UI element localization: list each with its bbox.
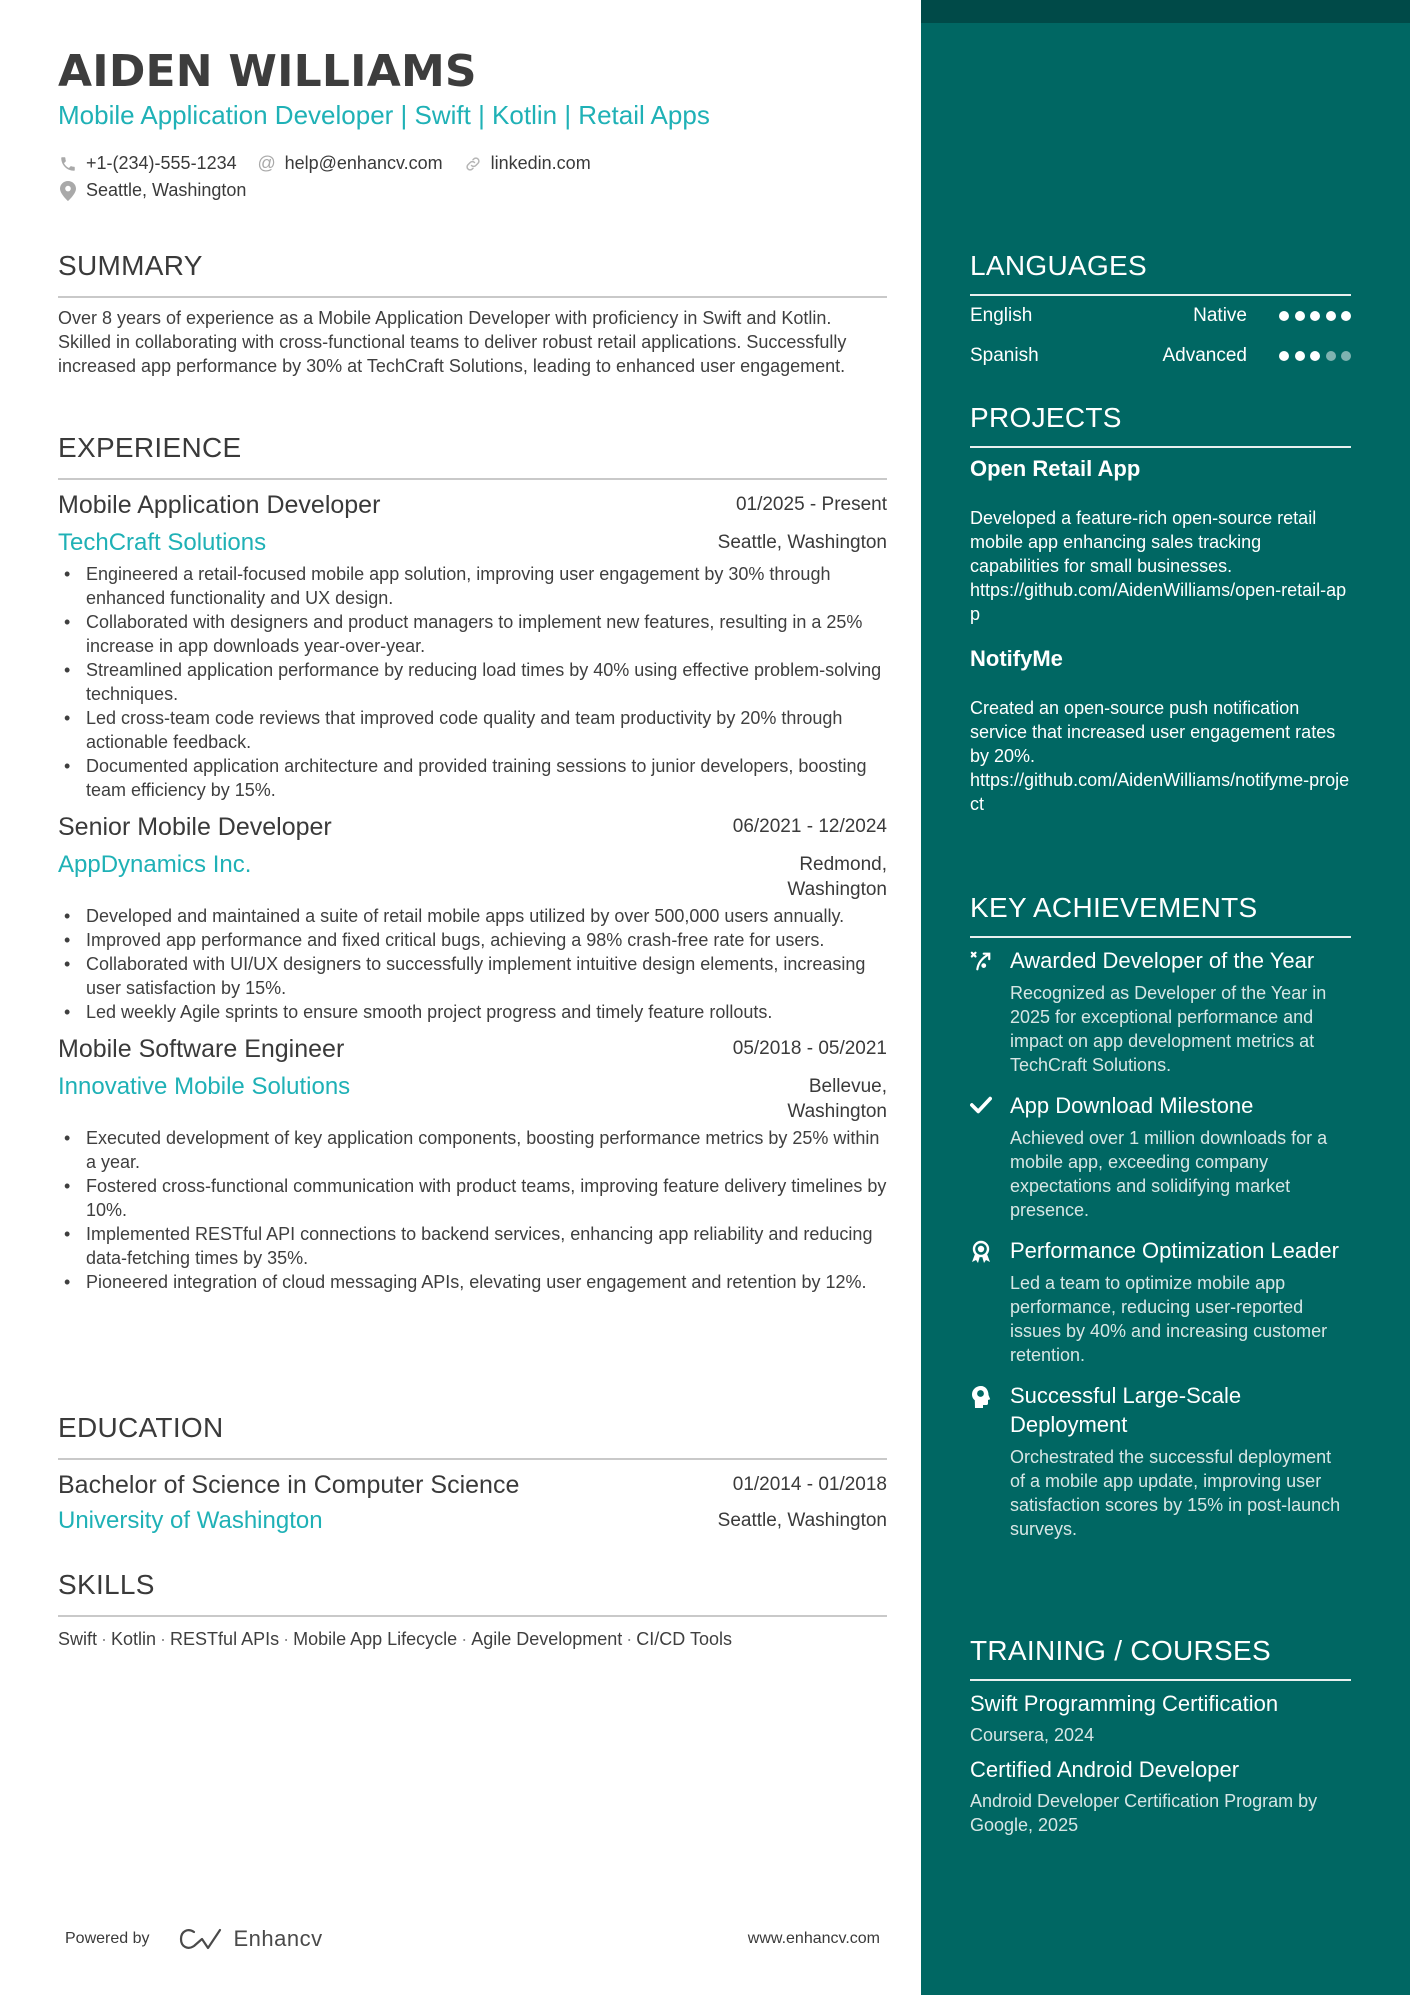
language-item <box>970 296 1351 336</box>
achievement-item <box>970 1236 1351 1367</box>
degree: Bachelor of Science in Computer Science <box>58 1471 520 1499</box>
enhancv-logo[interactable] <box>178 1926 323 1952</box>
bullet: • Collaborated with UI/UX designers to successfully implement intuitive design elements, increasing user satisfaction by 15%. <box>58 952 887 1000</box>
training-section <box>970 1633 1351 1837</box>
projects-section <box>970 400 1351 816</box>
skill-item: RESTful APIs <box>170 1629 280 1649</box>
divider <box>58 478 887 480</box>
project-text: Developed a feature-rich open-source retail mobile app enhancing sales tracking capabilities for small businesses. <box>970 508 1317 576</box>
head-brain-icon <box>970 1381 1010 1541</box>
phone-icon <box>58 154 78 174</box>
divider <box>58 1458 887 1460</box>
job-dates: 05/2018 - 05/2021 <box>732 1038 887 1059</box>
job-bullets <box>58 904 887 1024</box>
language-rating <box>1279 311 1351 321</box>
project-title: Open Retail App <box>970 456 1141 481</box>
project-text: Created an open-source push notification service that increased user engagement rates by 20%. <box>970 698 1336 766</box>
contact-email[interactable] <box>257 153 443 174</box>
school: University of Washington <box>58 1507 323 1534</box>
location-text: Seattle, Washington <box>86 180 247 200</box>
rating-dot-filled <box>1310 311 1320 321</box>
bullet: • Improved app performance and fixed critical bugs, achieving a 98% crash-free rate for users. <box>58 928 887 952</box>
section-title: EXPERIENCE <box>58 432 242 463</box>
skills-list <box>58 1627 887 1651</box>
contact-link[interactable] <box>463 153 591 174</box>
job-location: Bellevue, Washington <box>787 1076 887 1122</box>
job-dates: 01/2025 - Present <box>735 494 887 515</box>
job-company: AppDynamics Inc. <box>58 851 252 878</box>
section-title: LANGUAGES <box>970 250 1147 281</box>
email-link[interactable]: help@enhancv.com <box>284 153 443 173</box>
bullet: • Collaborated with designers and product managers to implement new features, resulting in a 25% increase in app downloads year-over-year. <box>58 610 887 658</box>
achievement-description: Led a team to optimize mobile app performance, reducing user-reported issues by 40% and increasing customer retention. <box>1010 1273 1328 1365</box>
sidebar <box>921 0 1410 1995</box>
course-item <box>970 1755 1351 1837</box>
course-item <box>970 1689 1351 1747</box>
project-item <box>970 454 1351 626</box>
divider <box>970 1679 1351 1681</box>
course-title: Certified Android Developer <box>970 1757 1240 1782</box>
checkmark-icon <box>970 1091 1010 1222</box>
rating-dot-empty <box>1326 351 1336 361</box>
languages-section <box>970 248 1351 376</box>
footer <box>65 1926 880 1952</box>
job-bullets <box>58 1126 887 1294</box>
contact-info <box>58 150 611 204</box>
separator: · <box>160 1629 167 1649</box>
divider <box>970 936 1351 938</box>
separator: · <box>283 1629 290 1649</box>
skill-item: Kotlin <box>111 1629 157 1649</box>
contact-phone <box>58 153 237 174</box>
skill-item: Agile Development <box>471 1629 623 1649</box>
achievement-item <box>970 946 1351 1077</box>
rating-dot-filled <box>1295 351 1305 361</box>
course-title: Swift Programming Certification <box>970 1691 1279 1716</box>
achievement-description: Achieved over 1 million downloads for a mobile app, exceeding company expectations and solidifying market presence. <box>1010 1128 1328 1220</box>
bullet: • Engineered a retail-focused mobile app solution, improving user engagement by 30% through enhanced functionality and UX design. <box>58 562 887 610</box>
achievement-description: Orchestrated the successful deployment of a mobile app update, improving user satisfaction scores by 15% in post-launch surveys. <box>1010 1447 1341 1539</box>
language-rating <box>1279 351 1351 361</box>
project-description <box>970 696 1351 816</box>
divider <box>58 296 887 298</box>
job-location: Redmond, Washington <box>787 854 887 900</box>
summary-section <box>58 248 887 378</box>
section-title: PROJECTS <box>970 402 1122 433</box>
link-icon <box>463 154 483 174</box>
rating-dot-filled <box>1341 311 1351 321</box>
education-section <box>58 1410 887 1538</box>
language-level: Advanced <box>1162 345 1247 366</box>
section-title: EDUCATION <box>58 1412 224 1443</box>
education-dates: 01/2014 - 01/2018 <box>732 1474 887 1495</box>
candidate-name: AIDEN WILLIAMS <box>58 46 477 97</box>
bullet: • Led cross-team code reviews that improved code quality and team productivity by 20% through actionable feedback. <box>58 706 887 754</box>
job-bullets <box>58 562 887 802</box>
section-title: SKILLS <box>58 1569 155 1600</box>
achievement-description: Recognized as Developer of the Year in 2025 for exceptional performance and impact on app development metrics at TechCraft Solutions. <box>1010 983 1327 1075</box>
bullet: • Documented application architecture and provided training sessions to junior developers, boosting team efficiency by 15%. <box>58 754 887 802</box>
language-name: English <box>970 305 1033 326</box>
job-company: Innovative Mobile Solutions <box>58 1073 351 1100</box>
divider <box>58 1615 887 1617</box>
rating-dot-empty <box>1341 351 1351 361</box>
enhancv-logo-icon <box>178 1926 224 1952</box>
education-entry <box>58 1468 887 1538</box>
bullet: • Developed and maintained a suite of retail mobile apps utilized by over 500,000 users annually. <box>58 904 887 928</box>
rating-dot-filled <box>1310 351 1320 361</box>
course-provider: Coursera, 2024 <box>970 1725 1095 1745</box>
map-pin-icon <box>58 181 78 201</box>
bullet: • Pioneered integration of cloud messaging APIs, elevating user engagement and retention by 12%. <box>58 1270 887 1294</box>
achievement-title: Successful Large-Scale Deployment <box>1010 1383 1242 1437</box>
language-item <box>970 336 1351 376</box>
footer-url[interactable]: www.enhancv.com <box>747 1930 880 1947</box>
bullet: • Implemented RESTful API connections to backend services, enhancing app reliability and reducing data-fetching times by 35%. <box>58 1222 887 1270</box>
experience-section <box>58 430 887 1294</box>
separator: · <box>461 1629 468 1649</box>
achievement-item <box>970 1381 1351 1541</box>
brand-name: Enhancv <box>233 1926 323 1951</box>
rating-dot-filled <box>1326 311 1336 321</box>
project-title: NotifyMe <box>970 646 1063 671</box>
project-link[interactable]: https://github.com/AidenWilliams/notifyme-project <box>970 770 1350 814</box>
divider <box>970 446 1351 448</box>
section-title: SUMMARY <box>58 250 203 281</box>
rating-dot-filled <box>1279 351 1289 361</box>
rating-dot-filled <box>1295 311 1305 321</box>
powered-by-label: Powered by <box>65 1930 150 1947</box>
rating-dot-filled <box>1279 311 1289 321</box>
project-link[interactable]: https://github.com/AidenWilliams/open-retail-app <box>970 580 1347 624</box>
separator: · <box>626 1629 633 1649</box>
job-title: Senior Mobile Developer <box>58 813 332 841</box>
language-name: Spanish <box>970 345 1039 366</box>
separator: · <box>101 1629 108 1649</box>
achievement-title: Performance Optimization Leader <box>1010 1238 1339 1263</box>
phone-text: +1-(234)-555-1234 <box>86 153 237 173</box>
education-location: Seattle, Washington <box>717 1510 887 1531</box>
sidebar-top-band <box>921 0 1410 23</box>
language-level: Native <box>1193 305 1247 326</box>
job-location: Seattle, Washington <box>717 532 887 553</box>
bullet: • Led weekly Agile sprints to ensure smooth project progress and timely feature rollouts. <box>58 1000 887 1024</box>
achievement-item <box>970 1091 1351 1222</box>
course-provider: Android Developer Certification Program by Google, 2025 <box>970 1791 1318 1835</box>
linkedin-link[interactable]: linkedin.com <box>490 153 591 173</box>
headline: Mobile Application Developer | Swift | Kotlin | Retail Apps <box>58 100 710 130</box>
skill-item: CI/CD Tools <box>636 1629 732 1649</box>
job-dates: 06/2021 - 12/2024 <box>732 816 887 837</box>
job-entry <box>58 810 887 1024</box>
project-description <box>970 506 1351 626</box>
achievements-section <box>970 890 1351 1541</box>
job-title: Mobile Software Engineer <box>58 1035 345 1063</box>
contact-location <box>58 180 246 201</box>
job-entry <box>58 1032 887 1294</box>
project-item <box>970 644 1351 816</box>
achievement-title: App Download Milestone <box>1010 1093 1254 1118</box>
award-ribbon-icon <box>970 1236 1010 1367</box>
job-title: Mobile Application Developer <box>58 491 381 519</box>
bullet: • Fostered cross-functional communication with product teams, improving feature delivery timelines by 10%. <box>58 1174 887 1222</box>
skills-section <box>58 1567 887 1651</box>
bullet: • Streamlined application performance by reducing load times by 40% using effective problem-solving techniques. <box>58 658 887 706</box>
bullet: • Executed development of key application components, boosting performance metrics by 25% within a year. <box>58 1126 887 1174</box>
strategy-icon <box>970 946 1010 1077</box>
section-title: TRAINING / COURSES <box>970 1635 1271 1666</box>
achievement-title: Awarded Developer of the Year <box>1010 948 1315 973</box>
job-entry <box>58 488 887 802</box>
section-title: KEY ACHIEVEMENTS <box>970 892 1258 923</box>
skill-item: Swift <box>58 1629 98 1649</box>
skill-item: Mobile App Lifecycle <box>293 1629 458 1649</box>
at-icon: @ <box>257 153 276 173</box>
summary-text: Over 8 years of experience as a Mobile Application Developer with proficiency in Swift and Kotlin. Skilled in collaborating with cross-functional teams to deliver robust retail applications. Successfully increased app performance by 30% at TechCraft Solutions, leading to enhanced user engagement. <box>58 308 847 376</box>
job-company: TechCraft Solutions <box>58 529 267 556</box>
